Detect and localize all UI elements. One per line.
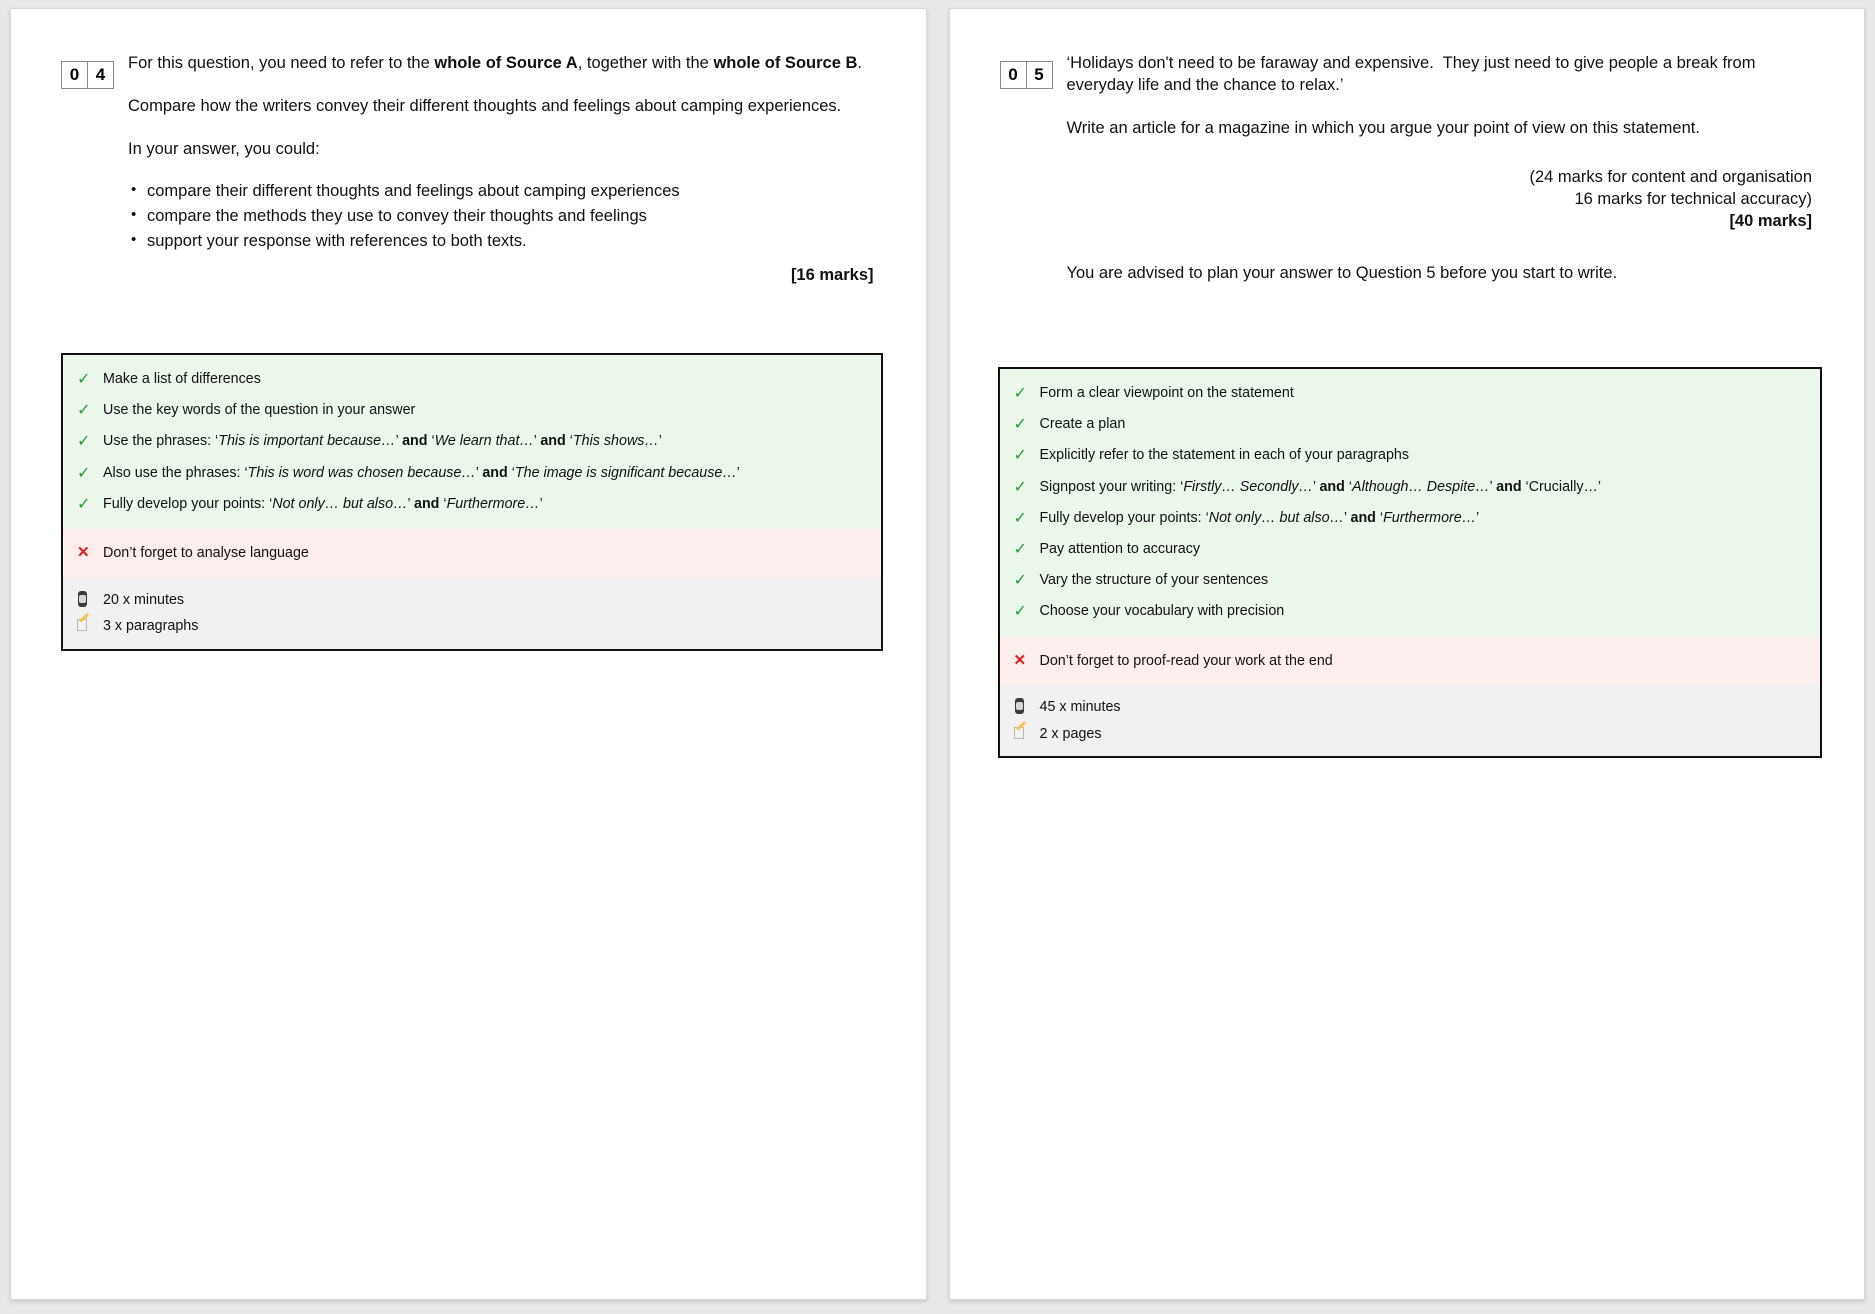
question-digit-1: 0 — [62, 62, 88, 88]
marks-content-line: (24 marks for content and organisation — [1529, 168, 1812, 187]
checklist-row — [63, 395, 881, 426]
checklist-row — [63, 458, 881, 489]
memo-icon — [77, 617, 103, 635]
checklist-info-label: 45 x minutes — [1039, 699, 1121, 716]
checklist-row — [63, 489, 881, 520]
check-icon: ✓ — [1013, 572, 1027, 590]
check-icon: ✓ — [1013, 509, 1027, 527]
checklist-row-label: Use the phrases: ‘This is important because…’ and ‘We learn that…’ and ‘This shows…’ — [103, 433, 662, 450]
question-05-total-marks: [40 marks] — [1729, 212, 1812, 231]
question-05-marks-block — [1067, 167, 1825, 233]
checklist-row-label: Don’t forget to proof-read your work at the end — [1039, 652, 1333, 669]
checklist-box-q04 — [61, 353, 883, 651]
question-number-05 — [1000, 61, 1053, 89]
checklist-row — [1000, 534, 1820, 565]
question-digit-1: 0 — [1001, 62, 1027, 88]
checklist-row-label: Pay attention to accuracy — [1039, 540, 1201, 557]
checklist-row — [1000, 565, 1820, 596]
checklist-row — [1000, 472, 1820, 503]
check-icon: ✓ — [1013, 385, 1027, 402]
checklist-row-label: Don’t forget to analyse language — [103, 544, 309, 561]
checklist-row — [1000, 378, 1820, 409]
check-icon: ✓ — [77, 495, 91, 513]
check-icon: ✓ — [77, 464, 91, 482]
list-item: • support your response with references to both texts. — [147, 231, 886, 253]
check-icon: ✓ — [1013, 416, 1027, 434]
checklist-dont-section-q04 — [63, 529, 881, 578]
check-icon: ✓ — [77, 371, 91, 388]
checklist-row-label: Fully develop your points: ‘Not only… but also…’ and ‘Furthermore…’ — [1039, 509, 1480, 526]
check-icon: ✓ — [1013, 540, 1027, 558]
checklist-row — [63, 426, 881, 457]
cross-icon: ✕ — [1013, 651, 1027, 669]
checklist-do-section-q05 — [1000, 369, 1820, 637]
exam-page-left — [10, 8, 927, 1300]
checklist-row-label: Use the key words of the question in your answer — [103, 402, 416, 419]
check-icon: ✓ — [1013, 447, 1027, 465]
checklist-row-label: Choose your vocabulary with precision — [1039, 603, 1285, 620]
marks-accuracy-line: 16 marks for technical accuracy) — [1574, 190, 1812, 209]
checklist-row — [1000, 503, 1820, 534]
question-05-advice: You are advised to plan your answer to Question 5 before you start to write. — [1066, 264, 1618, 283]
check-icon: ✓ — [77, 402, 91, 420]
question-number-04 — [61, 61, 114, 89]
checklist-info-label: 3 x paragraphs — [103, 618, 199, 635]
question-05-instruction: Write an article for a magazine in which you argue your point of view on this statement. — [1066, 118, 1700, 137]
list-item: • compare their different thoughts and feelings about camping experiences — [147, 181, 886, 203]
check-icon: ✓ — [77, 433, 91, 451]
watch-icon — [1014, 698, 1040, 716]
question-04-body — [128, 53, 886, 286]
question-04-instruction: Compare how the writers convey their different thoughts and feelings about camping experiences. — [128, 96, 842, 115]
question-04-bullets — [128, 181, 886, 252]
checklist-row-label: Also use the phrases: ‘This is word was chosen because…’ and ‘The image is significant because…’ — [103, 464, 740, 481]
checklist-row — [63, 538, 881, 569]
checklist-row — [1000, 409, 1820, 440]
question-04-intro: For this question, you need to refer to the whole of Source A, together with the whole of Source B. — [128, 54, 862, 72]
checklist-row — [1000, 646, 1820, 677]
memo-icon — [1014, 725, 1040, 743]
watch-icon — [77, 591, 103, 609]
checklist-info-label: 2 x pages — [1039, 725, 1102, 742]
question-04-block — [11, 9, 926, 286]
checklist-row — [1000, 440, 1820, 471]
checklist-row-label: Vary the structure of your sentences — [1039, 572, 1269, 589]
question-05-intro: ‘Holidays don't need to be faraway and expensive. They just need to give people a break from everyday life and the chance to relax.’ — [1066, 54, 1756, 94]
question-digit-2: 4 — [95, 65, 106, 84]
question-05-body — [1067, 53, 1825, 285]
checklist-row-label: Signpost your writing: ‘Firstly… Secondly…’ and ‘Although… Despite…’ and ‘Crucially…’ — [1039, 478, 1601, 495]
checklist-info-row — [63, 587, 881, 614]
checklist-row — [63, 364, 881, 395]
cross-icon: ✕ — [77, 543, 90, 561]
checklist-row-label: Fully develop your points: ‘Not only… but also…’ and ‘Furthermore…’ — [103, 495, 543, 512]
check-icon: ✓ — [1013, 478, 1027, 496]
checklist-info-section-q04 — [63, 578, 881, 649]
question-digit-2: 5 — [1034, 65, 1044, 84]
check-icon: ✓ — [1013, 603, 1027, 621]
checklist-info-section-q05 — [1000, 685, 1820, 756]
exam-page-right — [949, 8, 1866, 1300]
question-05-block — [950, 9, 1865, 285]
checklist-row — [1000, 596, 1820, 627]
checklist-dont-section-q05 — [1000, 637, 1820, 686]
checklist-box-q05 — [998, 367, 1822, 758]
checklist-info-row — [1000, 694, 1820, 721]
checklist-row-label: Form a clear viewpoint on the statement — [1039, 385, 1294, 401]
checklist-row-label: Explicitly refer to the statement in each of your paragraphs — [1039, 447, 1410, 464]
checklist-do-section-q04 — [63, 355, 881, 529]
checklist-info-label: 20 x minutes — [103, 591, 185, 608]
checklist-row-label: Create a plan — [1039, 416, 1126, 433]
checklist-info-row — [63, 613, 881, 640]
checklist-row-label: Make a list of differences — [103, 371, 261, 387]
checklist-info-row — [1000, 721, 1820, 748]
question-04-lead-in: In your answer, you could: — [128, 139, 320, 158]
list-item: • compare the methods they use to convey their thoughts and feelings — [147, 206, 886, 228]
question-04-marks: [16 marks] — [790, 265, 874, 284]
